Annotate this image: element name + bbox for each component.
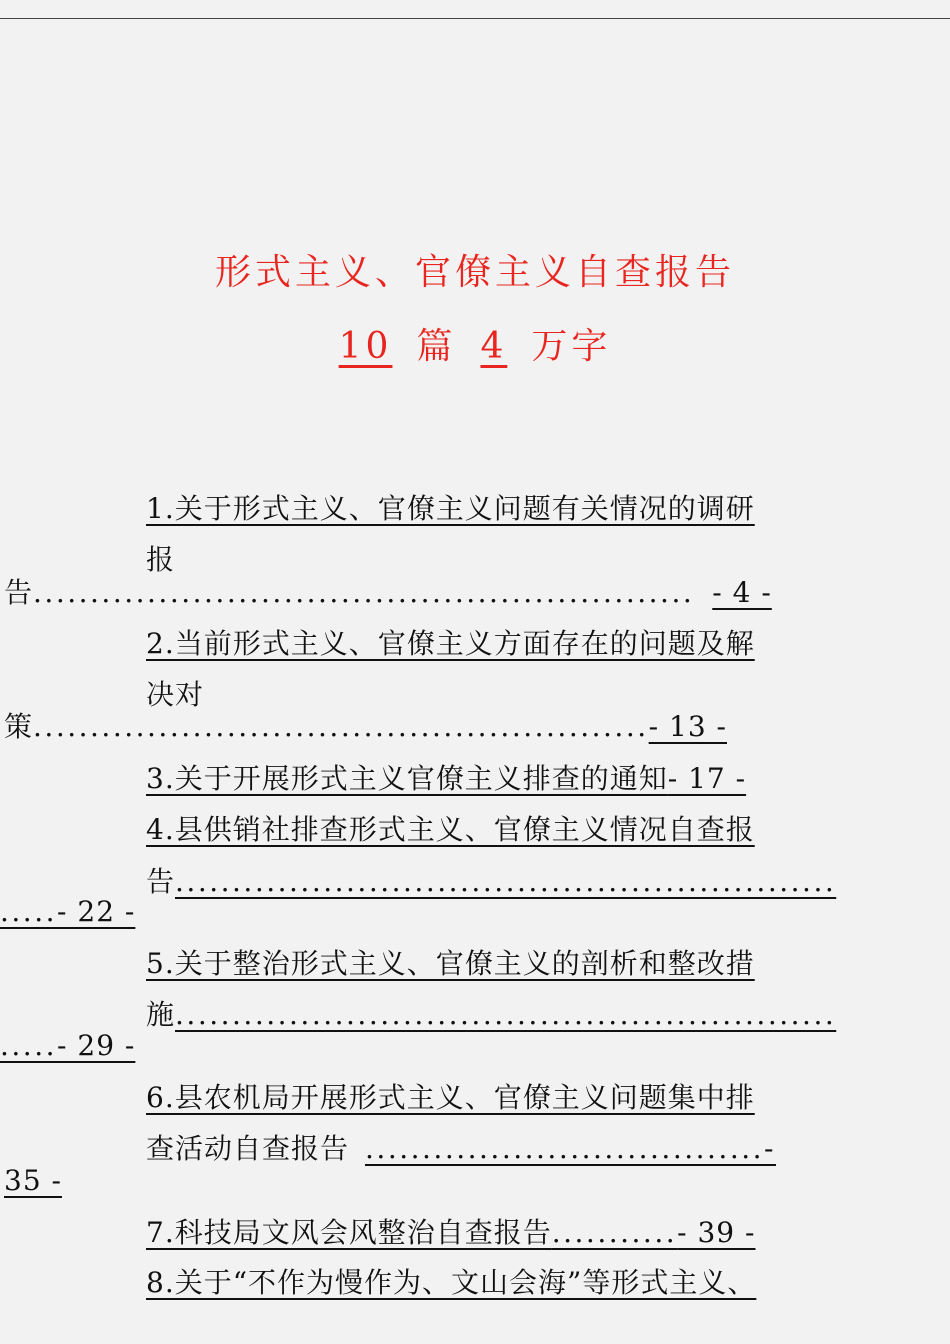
toc-entry-2-page: - 13 - [648, 710, 727, 743]
header-rule [0, 18, 950, 19]
article-unit: 篇 [416, 326, 457, 367]
toc-entry-7-page: - 39 - [677, 1216, 756, 1249]
toc-entry-6-line2: 查活动自查报告 ...................................- [146, 1132, 776, 1165]
toc-entry-2-line3: 策......................................................- 13 - [4, 710, 727, 743]
toc-entry-4-line2: 告.......................................................... [146, 865, 837, 898]
toc-entry-1-page: - 4 - [712, 576, 772, 609]
toc-entry-4-page: - 22 - [57, 895, 136, 928]
toc-entry-2-line2: 决对 [146, 678, 205, 711]
toc-entry-6-page: 35 - [4, 1164, 62, 1197]
document-title: 形式主义、官僚主义自查报告 [214, 252, 735, 293]
toc-entry-6-line1[interactable]: 6.县农机局开展形式主义、官僚主义问题集中排 [146, 1081, 755, 1114]
toc-entry-2-line1[interactable]: 2.当前形式主义、官僚主义方面存在的问题及解 [146, 627, 755, 660]
document-subtitle [0, 318, 950, 369]
toc-entry-5-page: - 29 - [57, 1029, 136, 1062]
toc-entry-1-line1[interactable]: 1.关于形式主义、官僚主义问题有关情况的调研 [146, 492, 755, 525]
toc-entry-1-line3: 告.......................................................... - 4 - [4, 576, 772, 609]
toc-entry-8-line1[interactable]: 8.关于“不作为慢作为、文山会海”等形式主义、 [146, 1266, 757, 1299]
toc-entry-4-line1[interactable]: 4.县供销社排查形式主义、官僚主义情况自查报 [146, 813, 755, 846]
toc-entry-5-line3: .....- 29 - [0, 1029, 136, 1062]
toc-entry-3-page: - 17 - [667, 762, 747, 795]
toc-entry-3-line1[interactable]: 3.关于开展形式主义官僚主义排查的通知- 17 - [146, 762, 747, 795]
toc-entry-1-line2: 报 [146, 543, 176, 576]
toc-entry-7-line1[interactable]: 7.科技局文风会风整治自查报告...........- 39 - [146, 1216, 756, 1249]
word-unit: 万字 [531, 326, 612, 367]
article-count: 10 [338, 326, 393, 367]
toc-entry-5-line2: 施.......................................................... [146, 998, 837, 1031]
word-count: 4 [480, 326, 508, 367]
toc-entry-4-line3: .....- 22 - [0, 895, 136, 928]
toc-entry-5-line1[interactable]: 5.关于整治形式主义、官僚主义的剖析和整改措 [146, 947, 755, 980]
